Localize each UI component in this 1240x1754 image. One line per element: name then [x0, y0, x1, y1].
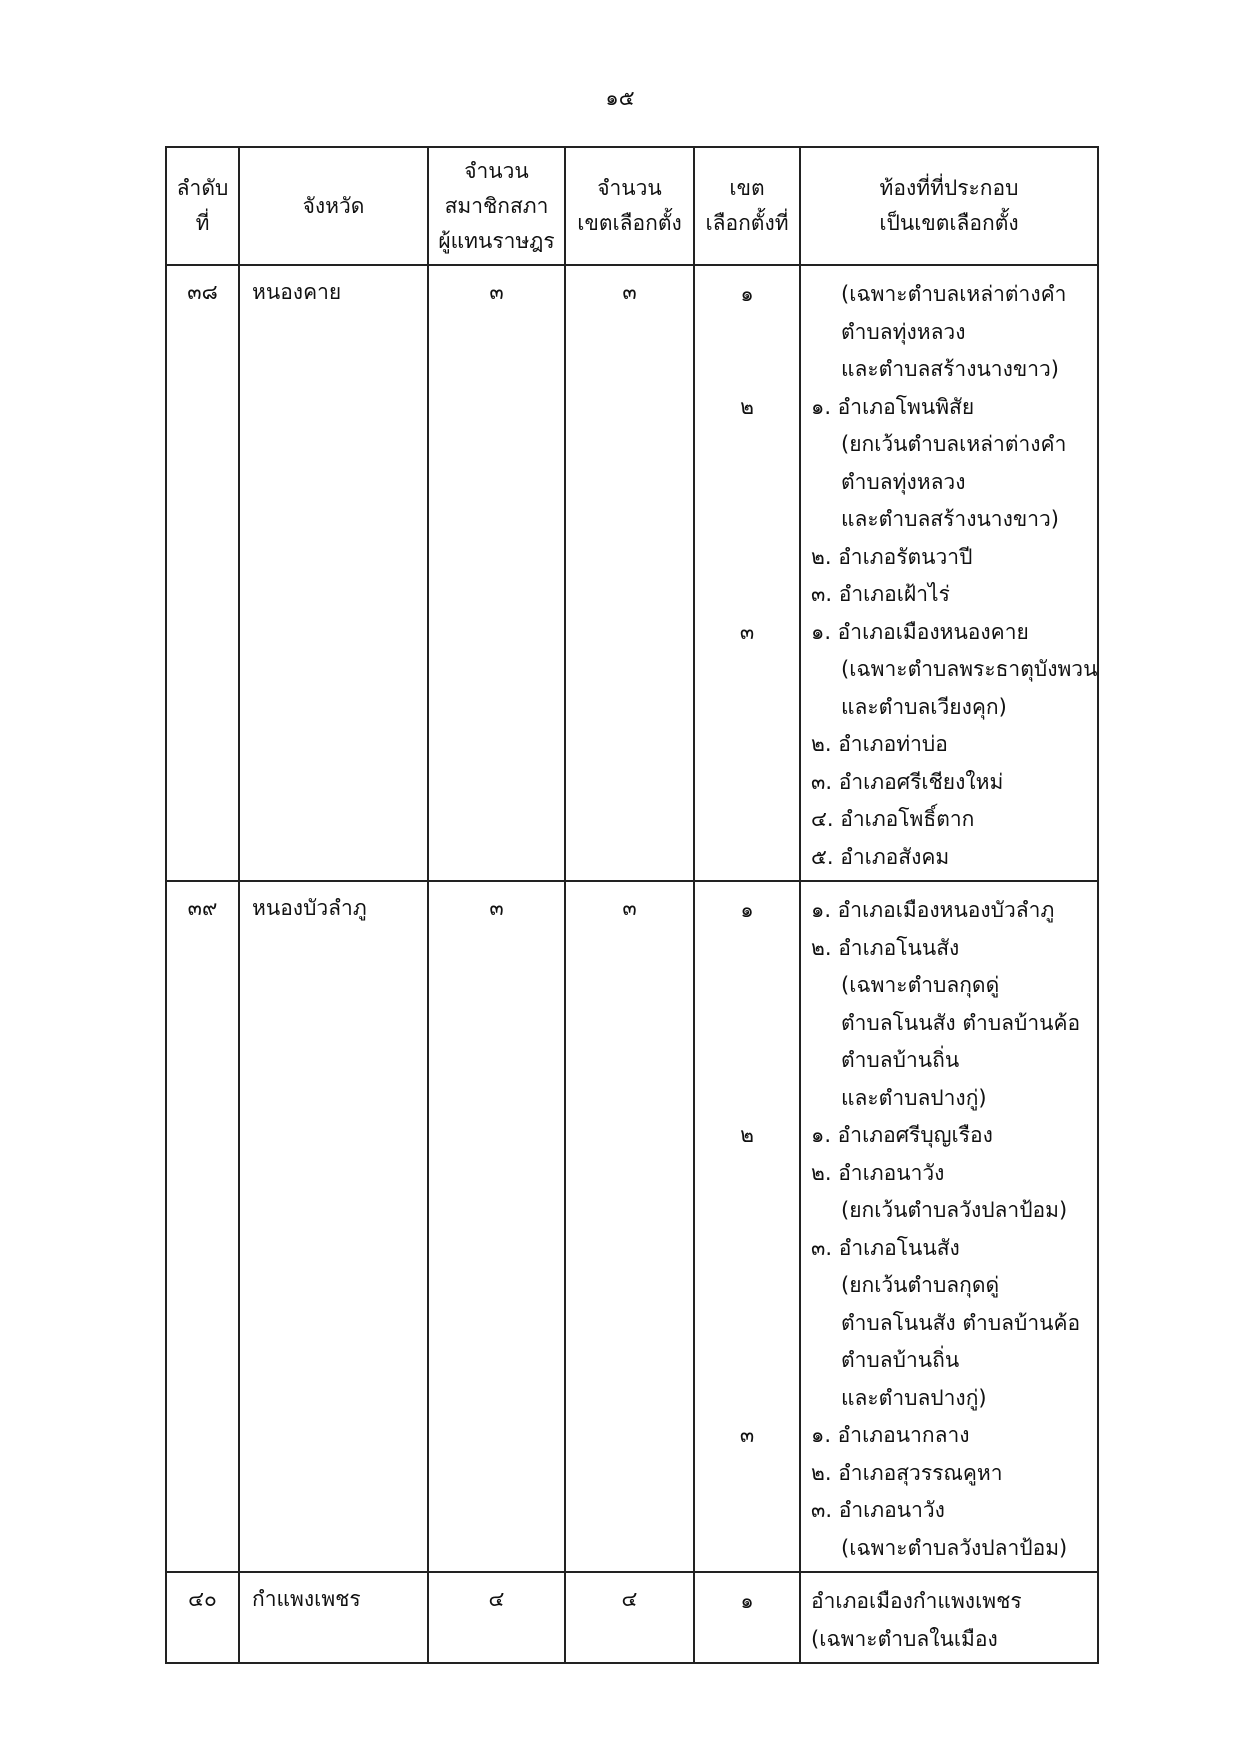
area-line: ตำบลบ้านถิ่น — [841, 1048, 960, 1072]
district-number — [695, 464, 799, 502]
header-province: จังหวัด — [239, 147, 428, 265]
area-line: (เฉพาะตำบลวังปลาป้อม) — [841, 1535, 1068, 1560]
district-number: ๒ — [740, 1123, 754, 1147]
area-line: ตำบลทุ่งหลวง — [841, 469, 966, 494]
district-number — [695, 1155, 799, 1193]
province-cell: กำแพงเพชร — [239, 1572, 428, 1663]
district-number — [695, 1042, 799, 1080]
area-line: (ยกเว้นตำบลเหล่าต่างคำ — [841, 432, 1067, 456]
area-cell — [800, 265, 1098, 881]
district-number: ๑ — [740, 898, 754, 922]
area-line: (เฉพาะตำบลกุดดู่ — [841, 973, 1000, 997]
district-number — [695, 651, 799, 689]
members-cell: ๔ — [428, 1572, 565, 1663]
district-number-cell — [694, 265, 800, 881]
header-area: ท้องที่ที่ประกอบ เป็นเขตเลือกตั้ง — [800, 147, 1098, 265]
district-number — [695, 1530, 799, 1568]
district-number — [695, 1230, 799, 1268]
district-number — [695, 1455, 799, 1493]
area-line: ๓. อำเภอนาวัง — [811, 1498, 945, 1522]
district-number — [695, 1192, 799, 1230]
district-number — [695, 1621, 799, 1659]
area-line: ๒. อำเภอสุวรรณคูหา — [811, 1460, 1003, 1485]
area-line: ๒. อำเภอท่าบ่อ — [811, 732, 948, 756]
area-line: และตำบลปางกู่) — [841, 1085, 987, 1110]
district-number-cell — [694, 881, 800, 1572]
area-line: ๑. อำเภอเมืองหนองบัวลำภู — [811, 898, 1055, 922]
area-line: ๑. อำเภอศรีบุญเรือง — [811, 1123, 993, 1147]
order-cell: ๓๘ — [166, 265, 239, 881]
area-line: (เฉพาะตำบลพระธาตุบังพวน — [841, 657, 1098, 681]
page-number: ๑๕ — [605, 86, 635, 110]
table-row — [166, 881, 1098, 1572]
header-order: ลำดับ ที่ — [166, 147, 239, 265]
province-cell: หนองบัวลำภู — [239, 881, 428, 1572]
district-number: ๑ — [740, 282, 754, 306]
area-line: ๓. อำเภอเฝ้าไร่ — [811, 582, 950, 606]
district-number — [695, 1267, 799, 1305]
district-number — [695, 539, 799, 577]
area-line: ๒. อำเภอรัตนวาปี — [811, 544, 973, 569]
district-number — [695, 351, 799, 389]
districts-count-cell: ๓ — [565, 265, 694, 881]
area-line: ๒. อำเภอนาวัง — [811, 1160, 945, 1185]
area-line: และตำบลสร้างนางขาว) — [841, 507, 1059, 531]
district-number: ๓ — [739, 619, 755, 644]
area-line: ๓. อำเภอโนนสัง — [811, 1235, 960, 1260]
electoral-district-table — [165, 146, 1099, 1664]
area-line: ๑. อำเภอนากลาง — [811, 1423, 970, 1447]
area-line: และตำบลปางกู่) — [841, 1385, 987, 1410]
district-number — [695, 689, 799, 727]
area-line: ตำบลโนนสัง ตำบลบ้านค้อ — [841, 1010, 1081, 1035]
province-cell: หนองคาย — [239, 265, 428, 881]
district-number — [695, 576, 799, 614]
area-line: อำเภอเมืองกำแพงเพชร — [811, 1589, 1022, 1613]
header-district-no: เขต เลือกตั้งที่ — [694, 147, 800, 265]
area-line: ๔. อำเภอโพธิ์ตาก — [811, 807, 975, 831]
area-cell — [800, 1572, 1098, 1663]
district-number — [695, 1492, 799, 1530]
members-cell: ๓ — [428, 881, 565, 1572]
district-number — [695, 801, 799, 839]
area-line: ๕. อำเภอสังคม — [811, 844, 950, 869]
district-number — [695, 967, 799, 1005]
district-number — [695, 1005, 799, 1043]
area-line: ตำบลโนนสัง ตำบลบ้านค้อ — [841, 1310, 1081, 1335]
district-number — [695, 1380, 799, 1418]
districts-count-cell: ๓ — [565, 881, 694, 1572]
district-number-cell — [694, 1572, 800, 1663]
area-line: ๑. อำเภอโพนพิสัย — [811, 394, 975, 419]
area-line: (ยกเว้นตำบลวังปลาป้อม) — [841, 1198, 1068, 1222]
area-cell — [800, 881, 1098, 1572]
district-number — [695, 1305, 799, 1343]
districts-count-cell: ๔ — [565, 1572, 694, 1663]
area-line: ๑. อำเภอเมืองหนองคาย — [811, 619, 1029, 644]
district-number — [695, 1080, 799, 1118]
area-line: และตำบลเวียงคุก) — [841, 694, 1007, 719]
area-line: (เฉพาะตำบลเหล่าต่างคำ — [841, 282, 1067, 306]
district-number: ๓ — [739, 1423, 755, 1447]
district-number — [695, 764, 799, 802]
header-row — [166, 147, 1098, 265]
table-row — [166, 265, 1098, 881]
order-cell: ๔๐ — [166, 1572, 239, 1663]
header-districts-count: จำนวน เขตเลือกตั้ง — [565, 147, 694, 265]
area-line: ๒. อำเภอโนนสัง — [811, 935, 960, 960]
table-row — [166, 1572, 1098, 1663]
members-cell: ๓ — [428, 265, 565, 881]
area-line: (เฉพาะตำบลในเมือง — [811, 1626, 998, 1651]
header-members: จำนวน สมาชิกสภา ผู้แทนราษฎร — [428, 147, 565, 265]
area-line: และตำบลสร้างนางขาว) — [841, 357, 1059, 381]
district-number — [695, 501, 799, 539]
order-cell: ๓๙ — [166, 881, 239, 1572]
district-number — [695, 930, 799, 968]
district-number — [695, 426, 799, 464]
district-number — [695, 1342, 799, 1380]
district-number — [695, 839, 799, 877]
district-number — [695, 726, 799, 764]
district-number — [695, 314, 799, 352]
district-number: ๑ — [740, 1589, 754, 1613]
district-number: ๒ — [740, 394, 754, 419]
area-line: ๓. อำเภอศรีเชียงใหม่ — [811, 769, 1004, 794]
area-line: ตำบลบ้านถิ่น — [841, 1348, 960, 1372]
area-line: (ยกเว้นตำบลกุดดู่ — [841, 1273, 1000, 1297]
area-line: ตำบลทุ่งหลวง — [841, 319, 966, 344]
